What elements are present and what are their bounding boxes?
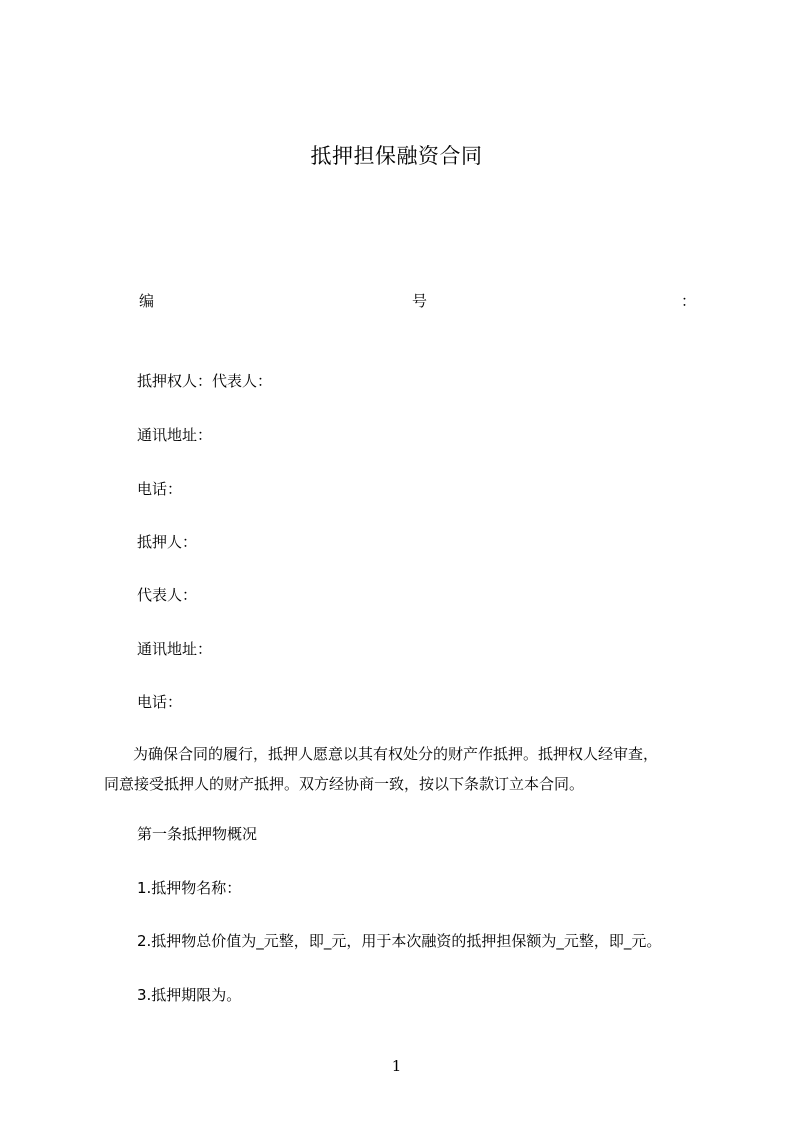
mortgagor-phone-line: 电话： [137,693,183,711]
article-1-item-1: 1.抵押物名称： [137,879,242,897]
article-1-heading: 第一条抵押物概况 [137,825,258,843]
article-1-item-3: 3.抵押期限为。 [137,986,242,1004]
intro-paragraph-line-2: 同意接受抵押人的财产抵押。双方经协商一致，按以下条款订立本合同。 [104,775,585,793]
mortgagee-address-line: 通讯地址： [137,426,213,444]
contract-number-row [137,291,697,313]
intro-paragraph [104,744,694,804]
number-label-char-1: 编 [139,292,155,310]
number-label-char-2: 号 [412,292,428,310]
mortgagor-line: 抵押人： [137,533,198,551]
page-number: 1 [391,1057,402,1075]
mortgagor-address-line: 通讯地址： [137,640,213,658]
number-label-colon: ： [681,292,697,310]
mortgagee-phone-line: 电话： [137,480,183,498]
intro-paragraph-line-1: 为确保合同的履行，抵押人愿意以其有权处分的财产作抵押。抵押权人经审查， [118,745,659,763]
document-title: 抵押担保融资合同 [310,144,483,168]
mortgagor-representative-line: 代表人： [137,586,198,604]
article-1-item-2: 2.抵押物总价值为_元整，即_元，用于本次融资的抵押担保额为_元整，即_元。 [137,932,662,950]
mortgagee-line: 抵押权人：代表人： [137,372,273,390]
